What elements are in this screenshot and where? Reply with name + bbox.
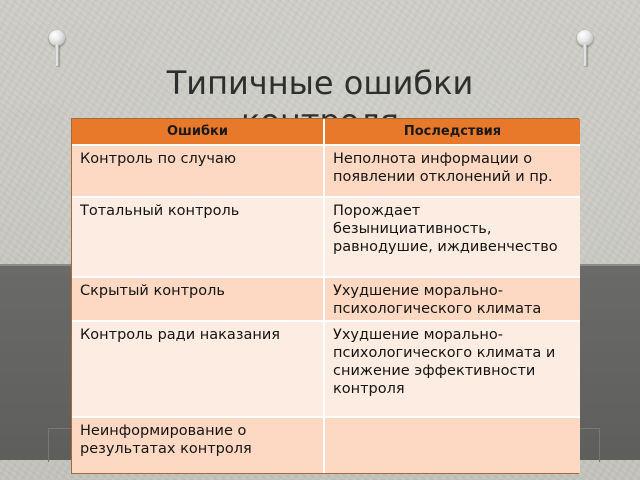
error-cell: Скрытый контроль: [72, 277, 324, 321]
table-row: [72, 277, 580, 321]
table-header-row: [72, 119, 580, 145]
pushpin-icon: [575, 30, 595, 68]
column-header-consequences: Последствия: [324, 119, 580, 145]
errors-table: [71, 118, 579, 474]
consequence-cell: [324, 417, 580, 473]
consequence-cell: Порождает безынициативность, равнодушие, иждивенчество: [324, 197, 580, 277]
consequence-cell: Ухудшение морально-психологического климата: [324, 277, 580, 321]
error-cell: Неинформирование о результатах контроля: [72, 417, 324, 473]
consequence-cell: Неполнота информации о появлении отклонений и пр.: [324, 145, 580, 197]
error-cell: Контроль ради наказания: [72, 321, 324, 417]
table-row: [72, 321, 580, 417]
pushpin-icon: [47, 30, 67, 68]
table-row: [72, 145, 580, 197]
column-header-errors: Ошибки: [72, 119, 324, 145]
table-row: [72, 417, 580, 473]
consequence-cell: Ухудшение морально-психологического климата и снижение эффективности контроля: [324, 321, 580, 417]
table-row: [72, 197, 580, 277]
error-cell: Контроль по случаю: [72, 145, 324, 197]
slide-title: Типичные ошибки: [166, 64, 474, 102]
error-cell: Тотальный контроль: [72, 197, 324, 277]
